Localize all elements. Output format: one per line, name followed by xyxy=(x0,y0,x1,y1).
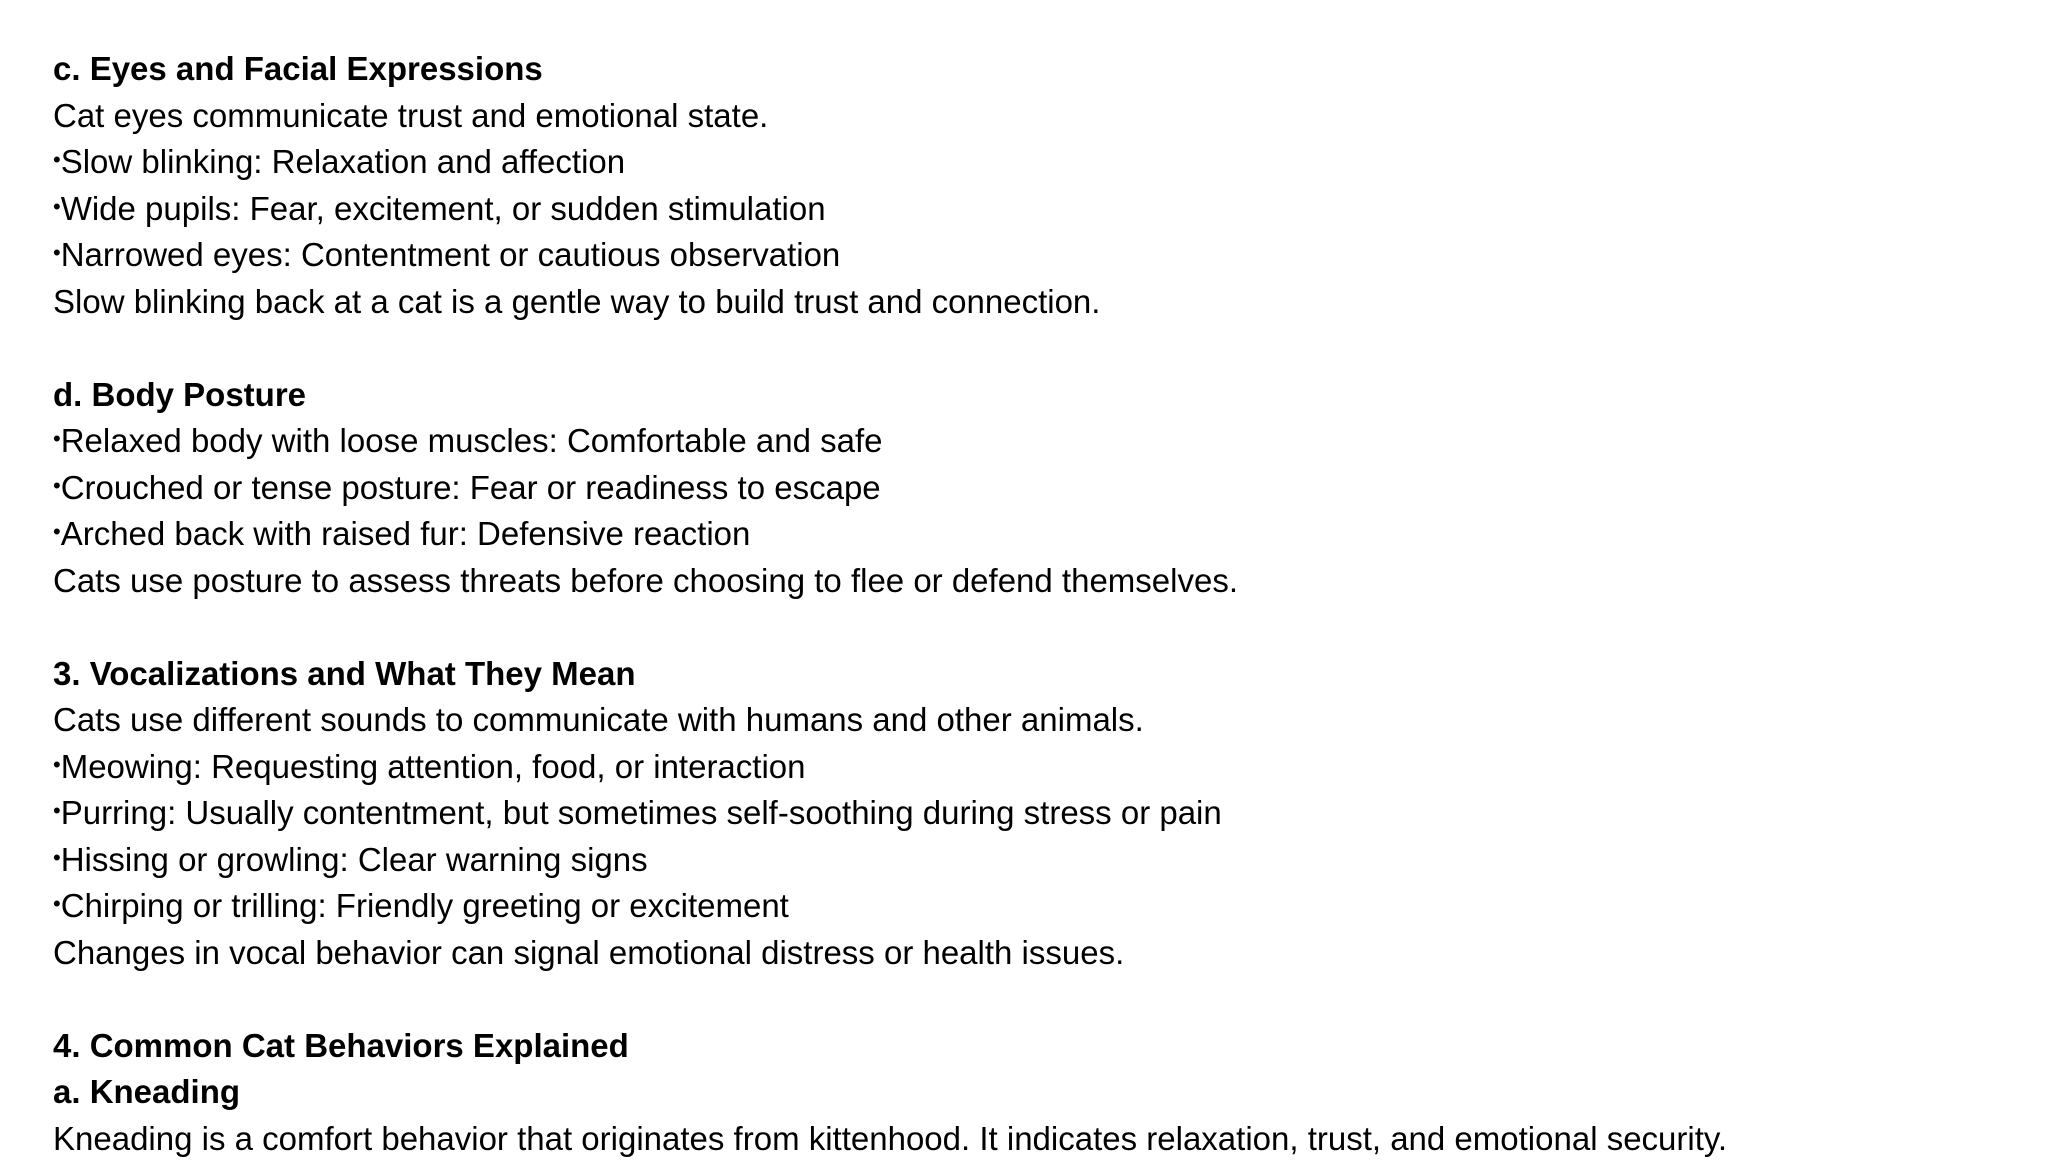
bullet-text: Narrowed eyes: Contentment or cautious observation xyxy=(61,236,841,273)
bullet-item xyxy=(53,511,2013,558)
bullet-text: Chirping or trilling: Friendly greeting or excitement xyxy=(61,887,789,924)
bullet-item xyxy=(53,744,2013,791)
bullet-text: Relaxed body with loose muscles: Comfortable and safe xyxy=(61,422,883,459)
section-heading: 3. Vocalizations and What They Mean xyxy=(53,651,2013,698)
bullet-item xyxy=(53,837,2013,884)
bullet-text: Crouched or tense posture: Fear or readiness to escape xyxy=(61,469,881,506)
bullet-text: Wide pupils: Fear, excitement, or sudden stimulation xyxy=(61,190,826,227)
bullet-icon: • xyxy=(53,845,61,870)
section-outro: Kneading is a comfort behavior that originates from kittenhood. It indicates relaxation, trust, and emotional security. xyxy=(53,1116,2013,1162)
section-intro: Cats use different sounds to communicate with humans and other animals. xyxy=(53,697,2013,744)
bullet-text: Purring: Usually contentment, but sometimes self-soothing during stress or pain xyxy=(61,794,1222,831)
bullet-icon: • xyxy=(53,891,61,916)
bullet-item xyxy=(53,418,2013,465)
bullet-item xyxy=(53,232,2013,279)
section-outro: Changes in vocal behavior can signal emotional distress or health issues. xyxy=(53,930,2013,977)
bullet-icon: • xyxy=(53,194,61,219)
section-spacer xyxy=(53,604,2013,651)
section-outro: Slow blinking back at a cat is a gentle way to build trust and connection. xyxy=(53,279,2013,326)
section-spacer xyxy=(53,325,2013,372)
bullet-icon: • xyxy=(53,147,61,172)
bullet-icon: • xyxy=(53,473,61,498)
bullet-text: Hissing or growling: Clear warning signs xyxy=(61,841,648,878)
section-spacer xyxy=(53,976,2013,1023)
bullet-icon: • xyxy=(53,240,61,265)
bullet-text: Arched back with raised fur: Defensive reaction xyxy=(61,515,751,552)
bullet-item xyxy=(53,186,2013,233)
section-subheading: a. Kneading xyxy=(53,1069,2013,1116)
section-heading: 4. Common Cat Behaviors Explained xyxy=(53,1023,2013,1070)
section-intro: Cat eyes communicate trust and emotional state. xyxy=(53,93,2013,140)
section-heading: c. Eyes and Facial Expressions xyxy=(53,46,2013,93)
bullet-item xyxy=(53,883,2013,930)
bullet-text: Meowing: Requesting attention, food, or interaction xyxy=(61,748,806,785)
bullet-icon: • xyxy=(53,519,61,544)
bullet-item xyxy=(53,790,2013,837)
bullet-item xyxy=(53,139,2013,186)
section-outro: Cats use posture to assess threats before choosing to flee or defend themselves. xyxy=(53,558,2013,605)
bullet-icon: • xyxy=(53,752,61,777)
bullet-icon: • xyxy=(53,798,61,823)
bullet-text: Slow blinking: Relaxation and affection xyxy=(61,143,625,180)
bullet-icon: • xyxy=(53,426,61,451)
document-page xyxy=(53,46,2013,1162)
bullet-item xyxy=(53,465,2013,512)
section-heading: d. Body Posture xyxy=(53,372,2013,419)
